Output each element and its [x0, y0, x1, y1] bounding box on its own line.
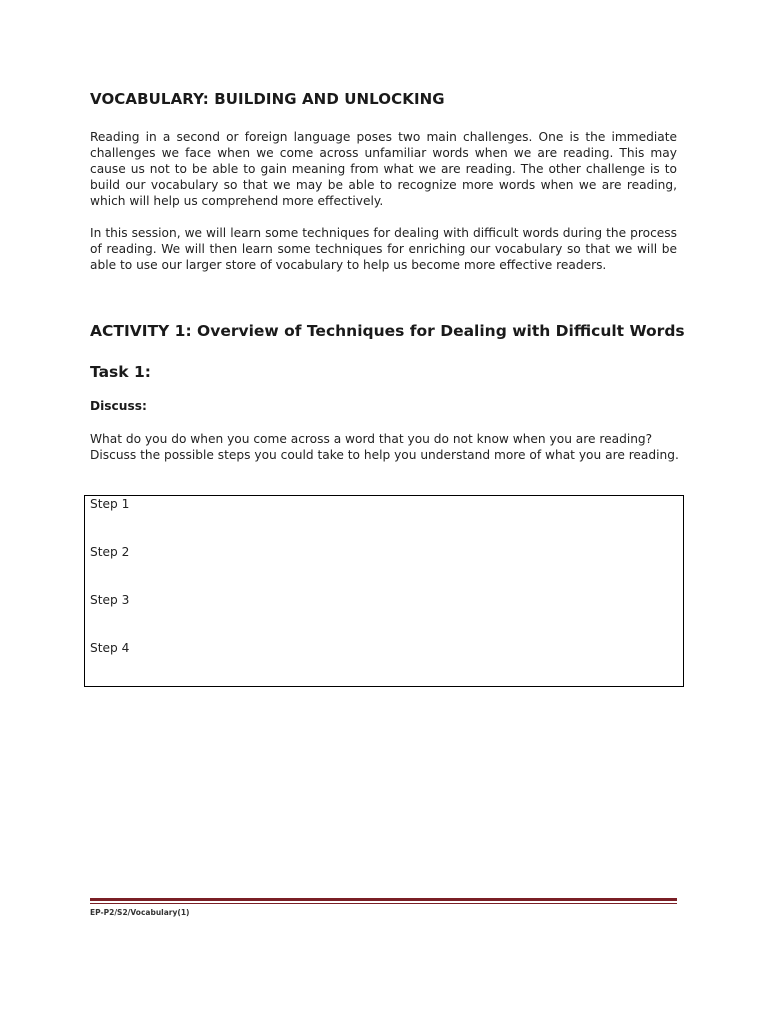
session-paragraph: In this session, we will learn some techniques for dealing with difficult words during the process of reading. We will then learn some techniques for enriching our vocabulary so that we will be able to use our larger store of vocabulary to help us become more effective readers.	[90, 226, 677, 272]
discussion-question: What do you do when you come across a word that you do not know when you are reading? Discuss the possible steps you could take to help you understand more of what you are reading.	[90, 432, 679, 462]
discuss-label: Discuss:	[90, 399, 147, 413]
step-2-label: Step 2	[90, 545, 130, 559]
footer-code: EP-P2/S2/Vocabulary(1)	[90, 908, 190, 917]
step-1-label: Step 1	[90, 497, 130, 511]
step-4-label: Step 4	[90, 641, 130, 655]
activity-title: ACTIVITY 1: Overview of Techniques for Dealing with Difficult Words	[90, 322, 685, 340]
step-3-label: Step 3	[90, 593, 130, 607]
footer-rule-thick	[90, 898, 677, 901]
task-title: Task 1:	[90, 363, 151, 381]
page-title: VOCABULARY: BUILDING AND UNLOCKING	[90, 90, 445, 108]
intro-paragraph: Reading in a second or foreign language poses two main challenges. One is the immediate challenges we face when we come across unfamiliar words when we are reading. This may cause us not to be able to gain meaning from what we are reading. The other challenge is to build our vocabulary so that we may be able to recognize more words when we are reading, which will help us comprehend more effectively.	[90, 130, 677, 208]
steps-answer-box[interactable]	[84, 495, 684, 687]
footer-rule-thin	[90, 903, 677, 904]
